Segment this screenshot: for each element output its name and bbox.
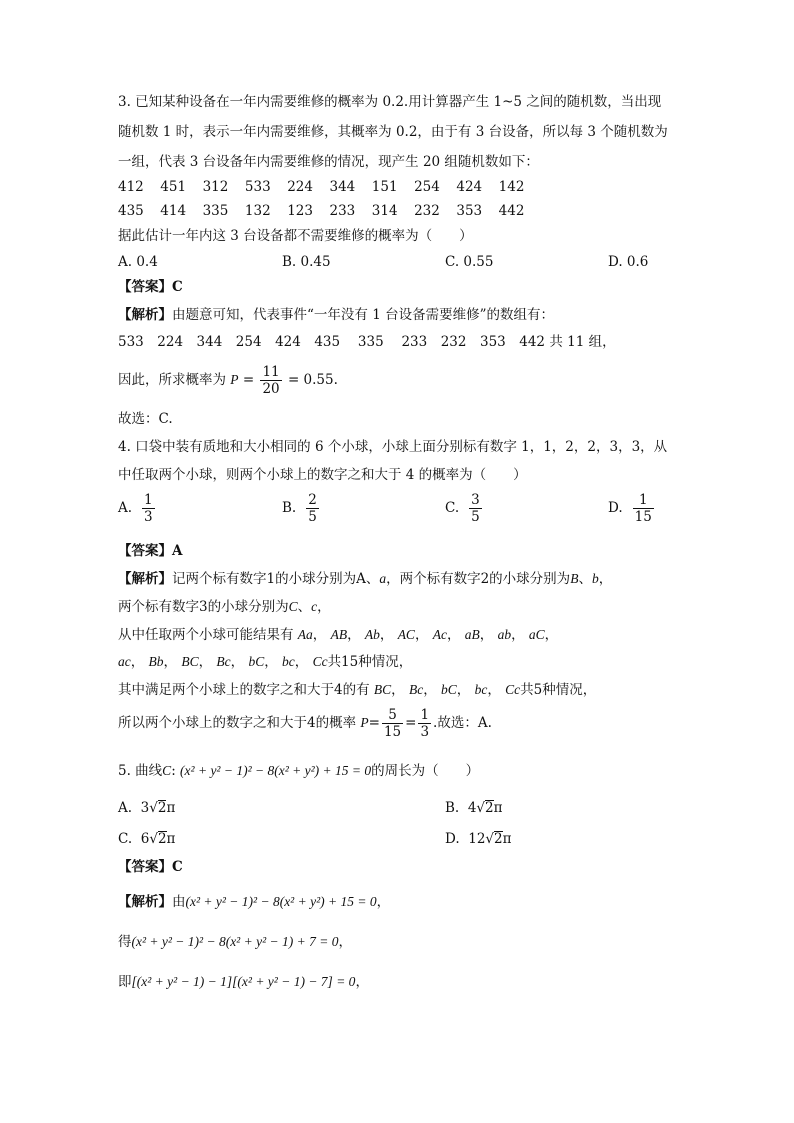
fraction <box>382 707 403 740</box>
outcome: bC <box>248 654 265 669</box>
colon: : <box>171 763 176 779</box>
fraction-numerator: 5 <box>382 707 403 724</box>
q5-analysis-step-2 <box>118 933 352 951</box>
random-number: 254 <box>414 179 440 195</box>
sqrt-icon: √ <box>149 831 158 847</box>
outcome: Ac <box>432 627 447 642</box>
separator: 、 <box>297 599 312 615</box>
q5-analysis-step-1 <box>118 893 390 911</box>
analysis-text: .故选：A. <box>433 715 492 731</box>
q4-option-d <box>608 492 656 525</box>
period: . <box>333 372 338 388</box>
sqrt-icon: √ <box>476 800 486 816</box>
option-label: D. <box>445 831 460 847</box>
fraction-denominator: 20 <box>262 381 280 397</box>
q4-option-a <box>118 492 157 525</box>
random-number: 314 <box>371 203 398 219</box>
q3-random-row-2 <box>118 202 537 220</box>
var-C: C <box>288 599 298 614</box>
outcome: bC <box>441 682 457 697</box>
radicand: 2 <box>157 831 167 847</box>
q5-option-d <box>445 831 512 847</box>
random-number: 533 <box>244 179 271 195</box>
analysis-text: 由题意可知，代表事件“一年没有 1 台设备需要维修”的数组有： <box>172 307 554 323</box>
fraction <box>306 492 319 525</box>
analysis-text: 记两个标有数字1的小球分别为A、 <box>172 571 380 587</box>
coefficient: 4 <box>467 800 477 816</box>
outcome: aC <box>528 627 545 642</box>
outcome: AC <box>397 627 415 642</box>
q4-analysis-line-5: 其中满足两个小球上的数字之和大于4的有 BC， Bc， bC， bc， Cc共5种情况， <box>118 682 597 698</box>
sqrt-icon: √ <box>149 800 158 816</box>
fraction-denominator: 3 <box>420 724 430 740</box>
random-number: 412 <box>118 179 144 195</box>
radicand: 2 <box>494 831 503 847</box>
outcome: AB <box>330 627 348 642</box>
curve-equation: (x² + y² − 1)² − 8(x² + y²) + 15 = 0 <box>180 763 372 778</box>
analysis-text: 其中满足两个小球上的数字之和大于4的有 <box>118 682 370 698</box>
q3-stem-line-3: 一组，代表 3 台设备年内需要维修的情况，现产生 20 组随机数如下： <box>118 154 539 170</box>
analysis-text: 从中任取两个小球可能结果有 <box>118 627 294 643</box>
coefficient: 6 <box>140 831 150 847</box>
q5-option-b <box>445 800 502 816</box>
q5-analysis-step-3 <box>118 973 369 991</box>
q3-question: 据此估计一年内这 3 台设备都不需要维修的概率为（ ） <box>118 228 473 244</box>
outcome: Bb <box>148 654 164 669</box>
option-label: C. <box>118 831 133 847</box>
random-number: 424 <box>456 179 483 195</box>
analysis-text: 得 <box>118 934 132 950</box>
q5-stem <box>118 762 479 780</box>
q3-choose: 故选：C. <box>118 411 173 427</box>
outcome: Bc <box>216 654 231 669</box>
probability-symbol: P <box>360 715 369 730</box>
q4-option-b <box>282 492 321 525</box>
option-label: A. <box>118 800 133 816</box>
equation: [(x² + y² − 1) − 1][(x² + y² − 1) − 7] = 0 <box>131 974 356 989</box>
q3-analysis-list: 533 224 344 254 424 435 335 233 232 353 442 共 11 组， <box>118 334 616 350</box>
outcome: Aa <box>297 627 313 642</box>
q5-option-c <box>118 831 175 847</box>
outcome: ab <box>497 627 512 642</box>
random-number: 312 <box>202 179 229 195</box>
q3-stem-line-2: 随机数 1 时，表示一年内需要维修，其概率为 0.2，由于有 3 台设备，所以每 3 个随机数为 <box>118 124 668 140</box>
outcome: Cc <box>312 654 328 669</box>
q5-answer: 【答案】C <box>118 859 183 875</box>
fraction-numerator: 1 <box>144 492 153 508</box>
q3-random-row-1 <box>118 178 537 196</box>
q3-option-b: B. 0.45 <box>282 254 331 270</box>
fraction-denominator: 3 <box>144 509 153 525</box>
equals-sign: = <box>368 715 380 731</box>
q4-answer: 【答案】A <box>118 543 183 559</box>
q3-option-d: D. 0.6 <box>608 254 649 270</box>
random-number: 224 <box>287 179 313 195</box>
pi-symbol: π <box>166 831 176 847</box>
fraction <box>469 492 482 525</box>
curve-name: C <box>162 763 172 778</box>
pi-symbol: π <box>166 800 176 816</box>
fraction <box>633 492 654 525</box>
analysis-text: 即 <box>118 974 132 990</box>
q3-answer: 【答案】C <box>118 279 183 295</box>
comma: ， <box>598 571 613 587</box>
outcome: Cc <box>505 682 521 697</box>
q3-option-a: A. 0.4 <box>118 254 158 270</box>
question-prefix: 5. 曲线 <box>118 763 163 779</box>
random-number: 233 <box>329 203 356 219</box>
outcome: ac <box>118 654 131 669</box>
outcome: Bc <box>408 682 424 697</box>
radicand: 2 <box>485 800 494 816</box>
analysis-text: 由 <box>172 894 186 910</box>
comma: ， <box>317 599 331 615</box>
q4-option-c <box>445 492 484 525</box>
comma: ， <box>338 934 352 950</box>
analysis-text: ，两个标有数字2的小球分别为 <box>386 571 571 587</box>
fraction-denominator: 15 <box>634 509 652 525</box>
conclusion-text: 因此，所求概率为 <box>118 372 226 388</box>
option-label: A. <box>118 500 133 516</box>
equals-sign: = <box>405 715 417 731</box>
q3-analysis-line-1 <box>118 306 554 324</box>
sqrt-icon: √ <box>485 831 495 847</box>
result-value: = 0.55 <box>287 372 334 388</box>
outcome: BC <box>373 682 392 697</box>
analysis-text: 共15种情况， <box>327 654 413 670</box>
analysis-text: 共5种情况， <box>520 682 597 698</box>
q4-analysis-line-3: 从中任取两个小球可能结果有 Aa， AB， Ab， AC， Ac， aB， ab， aC， <box>118 627 559 643</box>
fraction-numerator: 1 <box>633 492 654 509</box>
random-number: 335 <box>202 203 229 219</box>
fraction-numerator: 1 <box>420 707 430 723</box>
fraction-denominator: 15 <box>383 724 402 740</box>
fraction-numerator: 11 <box>262 364 280 380</box>
outcome: BC <box>181 654 199 669</box>
random-number: 442 <box>498 203 525 219</box>
outcome: aB <box>464 627 480 642</box>
random-number: 344 <box>329 179 356 195</box>
var-b: b <box>591 571 599 586</box>
fraction <box>260 364 281 397</box>
q3-conclusion <box>118 362 338 398</box>
comma: ， <box>376 894 391 910</box>
random-number: 451 <box>160 179 187 195</box>
radicand: 2 <box>157 800 167 816</box>
q3-option-c: C. 0.55 <box>445 254 494 270</box>
fraction-numerator: 2 <box>308 492 317 508</box>
option-label: D. <box>608 500 623 516</box>
analysis-label: 【解析】 <box>118 894 172 910</box>
coefficient: 3 <box>140 800 150 816</box>
coefficient: 12 <box>468 831 486 847</box>
option-label: B. <box>282 500 297 516</box>
random-number: 414 <box>160 203 187 219</box>
var-c: c <box>311 599 318 614</box>
separator: 、 <box>578 571 592 587</box>
analysis-text: 两个标有数字3的小球分别为 <box>118 599 289 615</box>
equation: (x² + y² − 1)² − 8(x² + y² − 1) + 7 = 0 <box>131 934 339 949</box>
random-number: 151 <box>371 179 398 195</box>
random-number: 232 <box>414 203 440 219</box>
random-number: 353 <box>456 203 483 219</box>
q4-analysis-line-1 <box>118 570 612 588</box>
comma: ， <box>355 974 369 990</box>
fraction-numerator: 3 <box>471 492 480 508</box>
random-number: 435 <box>118 203 144 219</box>
fraction-denominator: 5 <box>471 509 480 525</box>
outcome: Ab <box>364 627 380 642</box>
analysis-label: 【解析】 <box>118 307 172 323</box>
q4-stem-line-2: 中任取两个小球，则两个小球上的数字之和大于 4 的概率为（ ） <box>118 467 527 483</box>
pi-symbol: π <box>502 831 512 847</box>
q3-stem-line-1: 3. 已知某种设备在一年内需要维修的概率为 0.2.用计算器产生 1~5 之间的随机数，当出现 <box>118 94 662 110</box>
outcome: bc <box>282 654 295 669</box>
probability-symbol: P <box>230 372 239 387</box>
q4-stem-line-1: 4. 口袋中装有质地和大小相同的 6 个小球，小球上面分别标有数字 1，1，2，2，3，3，从 <box>118 439 668 455</box>
equation: (x² + y² − 1)² − 8(x² + y²) + 15 = 0 <box>185 894 377 909</box>
random-number: 123 <box>287 203 313 219</box>
question-suffix: 的周长为（ ） <box>371 763 480 779</box>
var-B: B <box>570 571 579 586</box>
q4-analysis-line-2 <box>118 598 331 616</box>
option-label: B. <box>445 800 460 816</box>
fraction-denominator: 5 <box>308 509 317 525</box>
pi-symbol: π <box>493 800 503 816</box>
q4-analysis-line-6 <box>118 703 492 743</box>
equals-sign: = <box>242 372 255 388</box>
fraction <box>142 492 155 525</box>
random-number: 132 <box>244 203 271 219</box>
outcome: bc <box>474 682 488 697</box>
fraction <box>418 707 431 740</box>
var-a: a <box>379 571 387 586</box>
analysis-label: 【解析】 <box>118 571 172 587</box>
analysis-text: 所以两个小球上的数字之和大于4的概率 <box>118 715 357 731</box>
q4-analysis-line-4: ac， Bb， BC， Bc， bC， bc， Cc共15种情况， <box>118 654 413 670</box>
q5-option-a <box>118 800 175 816</box>
option-label: C. <box>445 500 460 516</box>
random-number: 142 <box>498 179 525 195</box>
